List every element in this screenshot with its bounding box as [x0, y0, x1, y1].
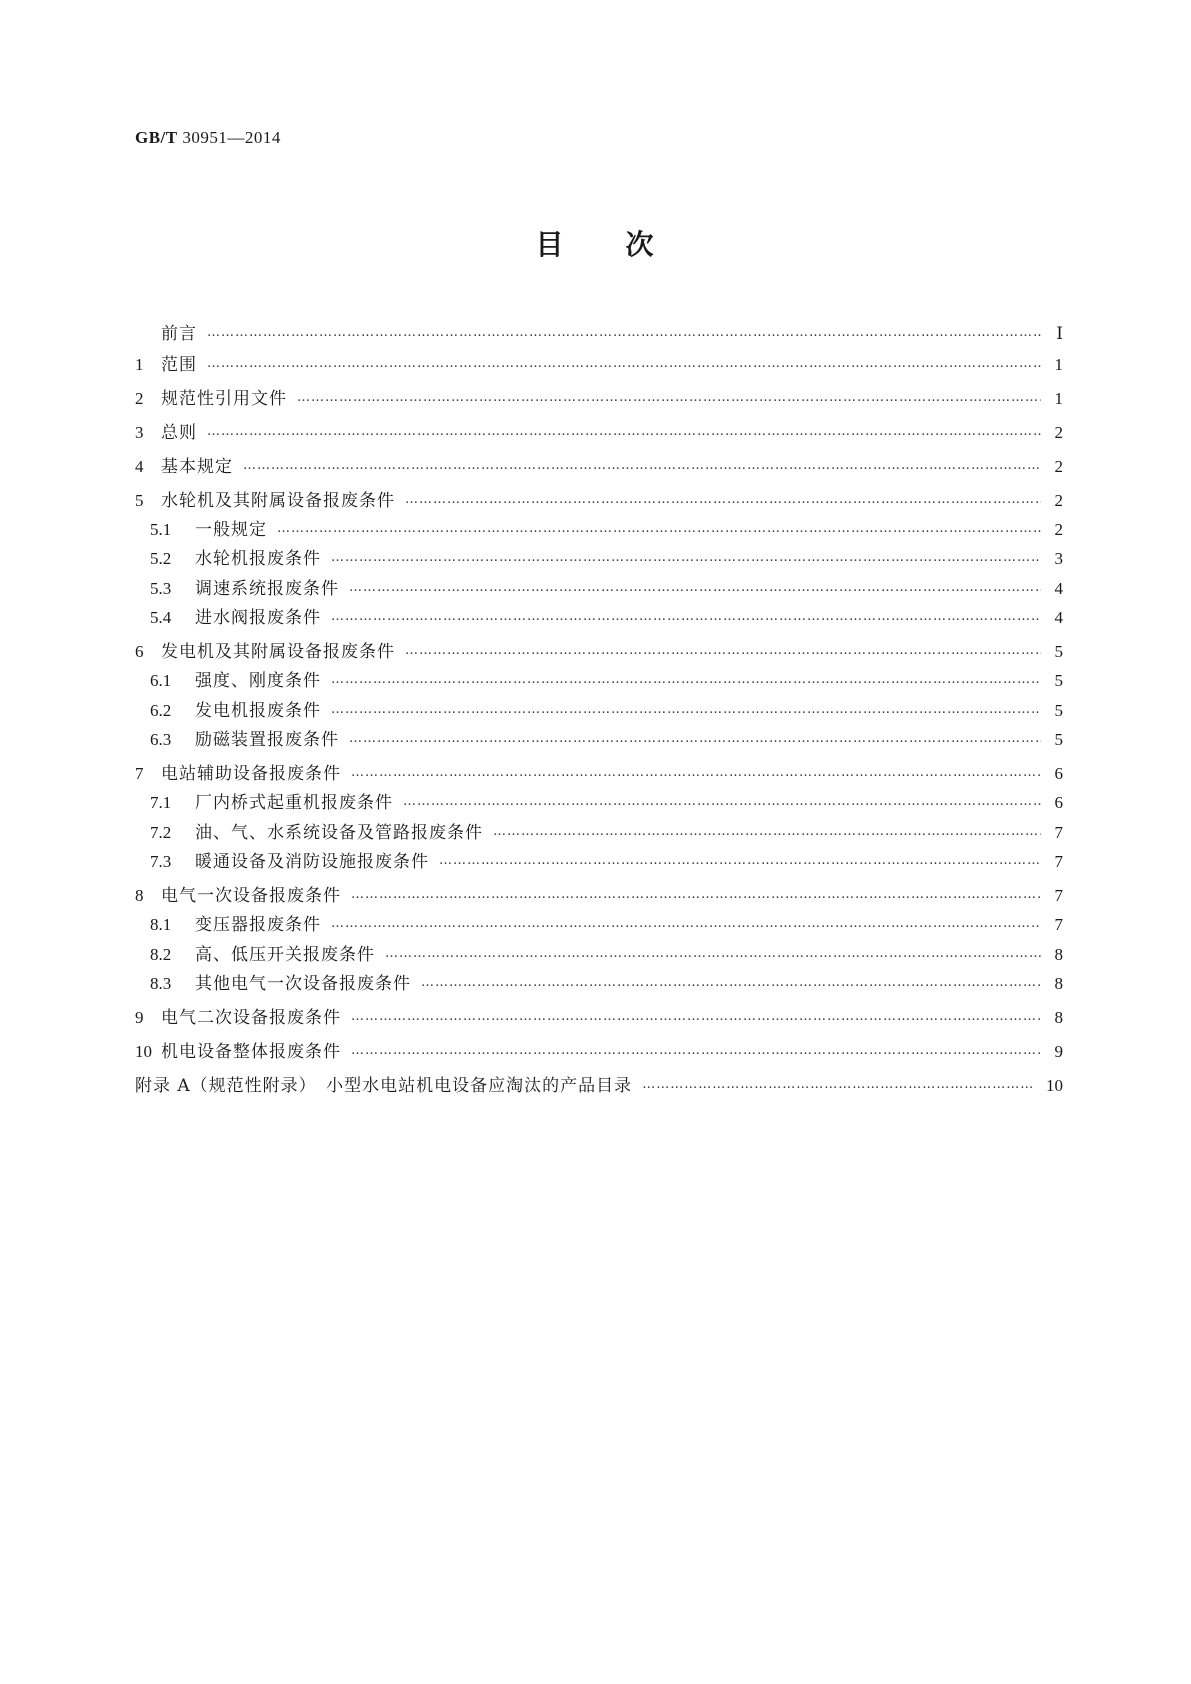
toc-entry-page-number: 7: [1054, 915, 1063, 934]
toc-entry[interactable]: [135, 791, 1063, 815]
toc-entry[interactable]: [135, 1040, 1063, 1064]
toc-entry[interactable]: [135, 943, 1063, 967]
toc-entry-page-number: 9: [1054, 1042, 1063, 1061]
page-title: [0, 223, 1191, 263]
toc-dot-leader: [351, 761, 1041, 785]
toc-dot-leader: [331, 546, 1041, 570]
toc-entry-number: 8.2: [150, 945, 172, 964]
toc-entry-number: 2: [135, 389, 144, 408]
toc-entry-number: 6.1: [150, 671, 172, 690]
toc-entry-page-number: 8: [1054, 1008, 1063, 1027]
toc-entry-page-number: 6: [1054, 793, 1063, 812]
toc-entry-page-number: 8: [1054, 974, 1063, 993]
toc-entry-number: 3: [135, 423, 144, 442]
toc-entry-label: 电站辅助设备报废条件: [161, 764, 341, 784]
toc-entry-number: 5.3: [150, 579, 172, 598]
toc-entry-label: 油、气、水系统设备及管路报废条件: [195, 823, 483, 843]
title-char-right: 次: [625, 228, 656, 261]
toc-entry-number: 6.3: [150, 730, 172, 749]
toc-dot-leader: [439, 849, 1041, 873]
toc-entry[interactable]: [135, 972, 1063, 996]
toc-dot-leader: [385, 942, 1041, 966]
toc-entry-page-number: 4: [1054, 579, 1063, 598]
toc-entry-number: 5.2: [150, 549, 172, 568]
toc-dot-leader: [351, 1039, 1041, 1063]
title-char-left: 目: [535, 228, 566, 261]
toc-entry-label: 电气二次设备报废条件: [161, 1008, 341, 1028]
toc-entry-label: 强度、刚度条件: [195, 671, 321, 691]
toc-entry-number: 6.2: [150, 701, 172, 720]
toc-dot-leader: [642, 1073, 1033, 1097]
toc-entry-label: 规范性引用文件: [161, 389, 287, 409]
toc-entry-page-number: 5: [1054, 701, 1063, 720]
toc-entry[interactable]: [135, 353, 1063, 377]
toc-entry[interactable]: [135, 728, 1063, 752]
toc-dot-leader: [493, 820, 1041, 844]
toc-entry-page-number: 1: [1054, 355, 1063, 374]
toc-entry-page-number: 10: [1046, 1076, 1063, 1095]
toc-entry-number: 6: [135, 642, 144, 661]
toc-entry[interactable]: [135, 421, 1063, 445]
standard-prefix: GB/T: [135, 128, 178, 147]
toc-entry-page-number: 5: [1054, 642, 1063, 661]
toc-entry[interactable]: [135, 577, 1063, 601]
toc-entry-number: 10: [135, 1042, 152, 1061]
toc-entry-label: 发电机及其附属设备报废条件: [161, 642, 395, 662]
toc-entry[interactable]: [135, 387, 1063, 411]
toc-dot-leader: [331, 668, 1041, 692]
toc-dot-leader: [351, 883, 1041, 907]
toc-entry-number: 7.3: [150, 852, 172, 871]
toc-entry-number: 7.1: [150, 793, 172, 812]
toc-entry-label: 调速系统报废条件: [195, 579, 339, 599]
toc-entry-number: 8.1: [150, 915, 172, 934]
toc-entry-page-number: 5: [1054, 730, 1063, 749]
toc-entry[interactable]: [135, 322, 1063, 346]
toc-dot-leader: [207, 420, 1041, 444]
toc-entry-number: 8.3: [150, 974, 172, 993]
toc-entry-label: 附录 A（规范性附录） 小型水电站机电设备应淘汰的产品目录: [135, 1076, 633, 1096]
toc-entry[interactable]: [135, 913, 1063, 937]
toc-dot-leader: [349, 727, 1041, 751]
toc-entry-number: 4: [135, 457, 144, 476]
toc-entry-number: 7: [135, 764, 144, 783]
toc-entry-label: 总则: [161, 423, 197, 443]
toc-entry-label: 基本规定: [161, 457, 233, 477]
toc-dot-leader: [331, 605, 1041, 629]
toc-entry-label: 水轮机及其附属设备报废条件: [161, 491, 395, 511]
toc-entry-page-number: 2: [1054, 520, 1063, 539]
toc-entry-page-number: 2: [1054, 491, 1063, 510]
toc-entry[interactable]: [135, 1074, 1063, 1098]
toc-dot-leader: [405, 488, 1041, 512]
toc-dot-leader: [207, 321, 1041, 345]
toc-entry-label: 励磁装置报废条件: [195, 730, 339, 750]
toc-entry-page-number: 2: [1054, 457, 1063, 476]
toc-entry[interactable]: [135, 699, 1063, 723]
toc-entry[interactable]: [135, 455, 1063, 479]
toc-entry-page-number: 1: [1054, 389, 1063, 408]
toc-dot-leader: [405, 639, 1041, 663]
toc-entry-label: 暖通设备及消防设施报废条件: [195, 852, 429, 872]
toc-entry-page-number: 8: [1054, 945, 1063, 964]
toc-dot-leader: [277, 517, 1041, 541]
toc-entry-number: 7.2: [150, 823, 172, 842]
toc-entry-page-number: 6: [1054, 764, 1063, 783]
toc-dot-leader: [331, 698, 1041, 722]
toc-entry-page-number: 5: [1054, 671, 1063, 690]
toc-entry-label: 范围: [161, 355, 197, 375]
toc-entry-number: 1: [135, 355, 144, 374]
toc-entry-number: 5: [135, 491, 144, 510]
toc-entry-number: 5.1: [150, 520, 172, 539]
toc-entry-label: 电气一次设备报废条件: [161, 886, 341, 906]
toc-entry-label: 进水阀报废条件: [195, 608, 321, 628]
toc-dot-leader: [243, 454, 1041, 478]
toc-entry-label: 发电机报废条件: [195, 701, 321, 721]
toc-entry[interactable]: [135, 640, 1063, 664]
toc-entry[interactable]: [135, 547, 1063, 571]
toc-entry-page-number: Ⅰ: [1056, 324, 1063, 343]
toc-entry-label: 水轮机报废条件: [195, 549, 321, 569]
toc-entry-number: 9: [135, 1008, 144, 1027]
toc-entry[interactable]: [135, 884, 1063, 908]
toc-entry[interactable]: [135, 518, 1063, 542]
toc-entry-page-number: 4: [1054, 608, 1063, 627]
toc-entry-label: 厂内桥式起重机报废条件: [195, 793, 393, 813]
toc-entry-number: 5.4: [150, 608, 172, 627]
standard-code: [135, 128, 281, 148]
toc-dot-leader: [403, 790, 1041, 814]
toc-entry[interactable]: [135, 762, 1063, 786]
toc-entry-label: 前言: [161, 324, 197, 344]
toc-entry-label: 高、低压开关报废条件: [195, 945, 375, 965]
toc-entry[interactable]: [135, 489, 1063, 513]
toc-entry-page-number: 2: [1054, 423, 1063, 442]
toc-entry[interactable]: [135, 850, 1063, 874]
toc-dot-leader: [351, 1005, 1041, 1029]
toc-entry-number: 8: [135, 886, 144, 905]
toc-entry-label: 机电设备整体报废条件: [161, 1042, 341, 1062]
toc-entry-label: 其他电气一次设备报废条件: [195, 974, 411, 994]
toc-entry-page-number: 3: [1054, 549, 1063, 568]
toc-entry[interactable]: [135, 821, 1063, 845]
toc-entry-page-number: 7: [1054, 823, 1063, 842]
toc-entry[interactable]: [135, 1006, 1063, 1030]
toc-entry-page-number: 7: [1054, 852, 1063, 871]
toc-dot-leader: [349, 576, 1041, 600]
toc-entry[interactable]: [135, 669, 1063, 693]
toc-entry-label: 一般规定: [195, 520, 267, 540]
toc-dot-leader: [421, 971, 1041, 995]
toc-entry-page-number: 7: [1054, 886, 1063, 905]
toc-dot-leader: [207, 352, 1041, 376]
toc-entry[interactable]: [135, 606, 1063, 630]
standard-number: 30951—2014: [182, 128, 281, 147]
toc-dot-leader: [331, 912, 1041, 936]
toc-dot-leader: [297, 386, 1041, 410]
toc-entry-label: 变压器报废条件: [195, 915, 321, 935]
